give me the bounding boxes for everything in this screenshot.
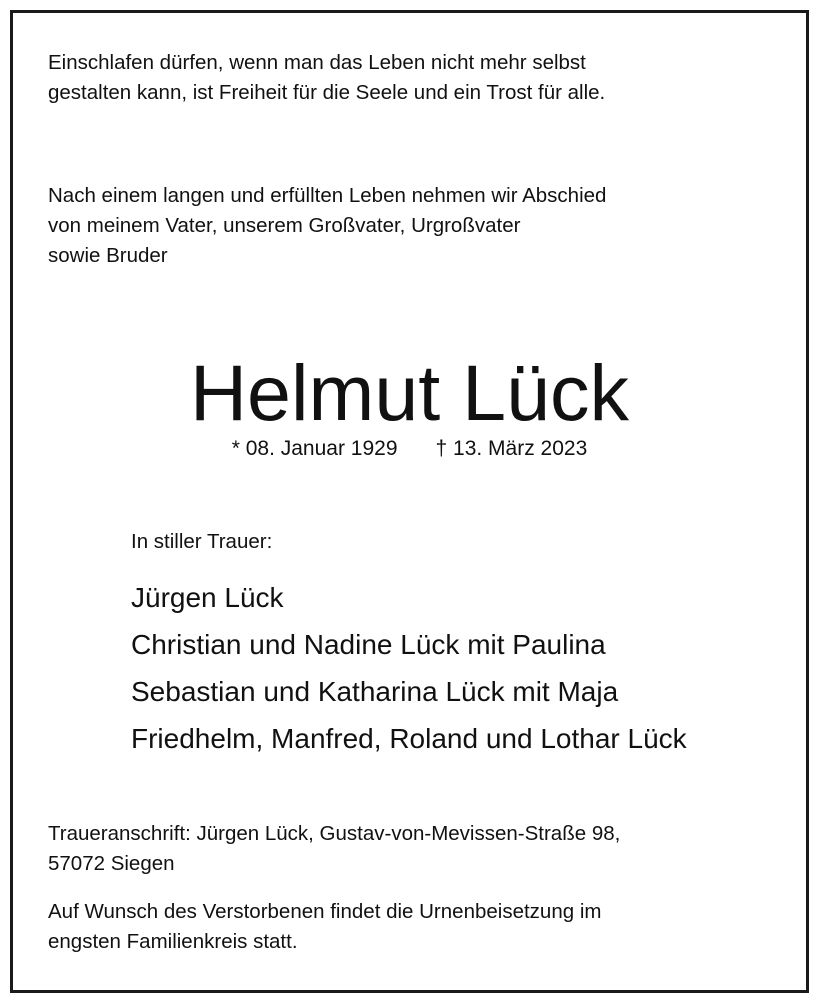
mourner-item: Jürgen Lück bbox=[131, 582, 284, 613]
funeral-note: Auf Wunsch des Verstorbenen findet die Urnenbeisetzung im engsten Familienkreis statt. bbox=[48, 900, 602, 953]
farewell-text: Nach einem langen und erfüllten Leben nehmen wir Abschied von meinem Vater, unserem Großvater, Urgroßvater sowie Bruder bbox=[48, 184, 607, 267]
obituary-frame bbox=[10, 10, 809, 993]
death-date: † 13. März 2023 bbox=[435, 437, 588, 460]
mourner-item: Christian und Nadine Lück mit Paulina bbox=[131, 629, 606, 660]
mourner-item: Friedhelm, Manfred, Roland und Lothar Lück bbox=[131, 723, 687, 754]
life-dates bbox=[13, 434, 806, 464]
birth-date: * 08. Januar 1929 bbox=[231, 437, 398, 460]
mourning-label: In stiller Trauer: bbox=[131, 530, 273, 553]
mourner-item: Sebastian und Katharina Lück mit Maja bbox=[131, 676, 619, 707]
deceased-name: Helmut Lück bbox=[189, 348, 630, 437]
mourners-list bbox=[131, 574, 687, 762]
quote-text: Einschlafen dürfen, wenn man das Leben nicht mehr selbst gestalten kann, ist Freiheit für die Seele und ein Trost für alle. bbox=[48, 51, 606, 104]
mourning-address: Traueranschrift: Jürgen Lück, Gustav-von-Mevissen-Straße 98, 57072 Siegen bbox=[48, 822, 621, 875]
